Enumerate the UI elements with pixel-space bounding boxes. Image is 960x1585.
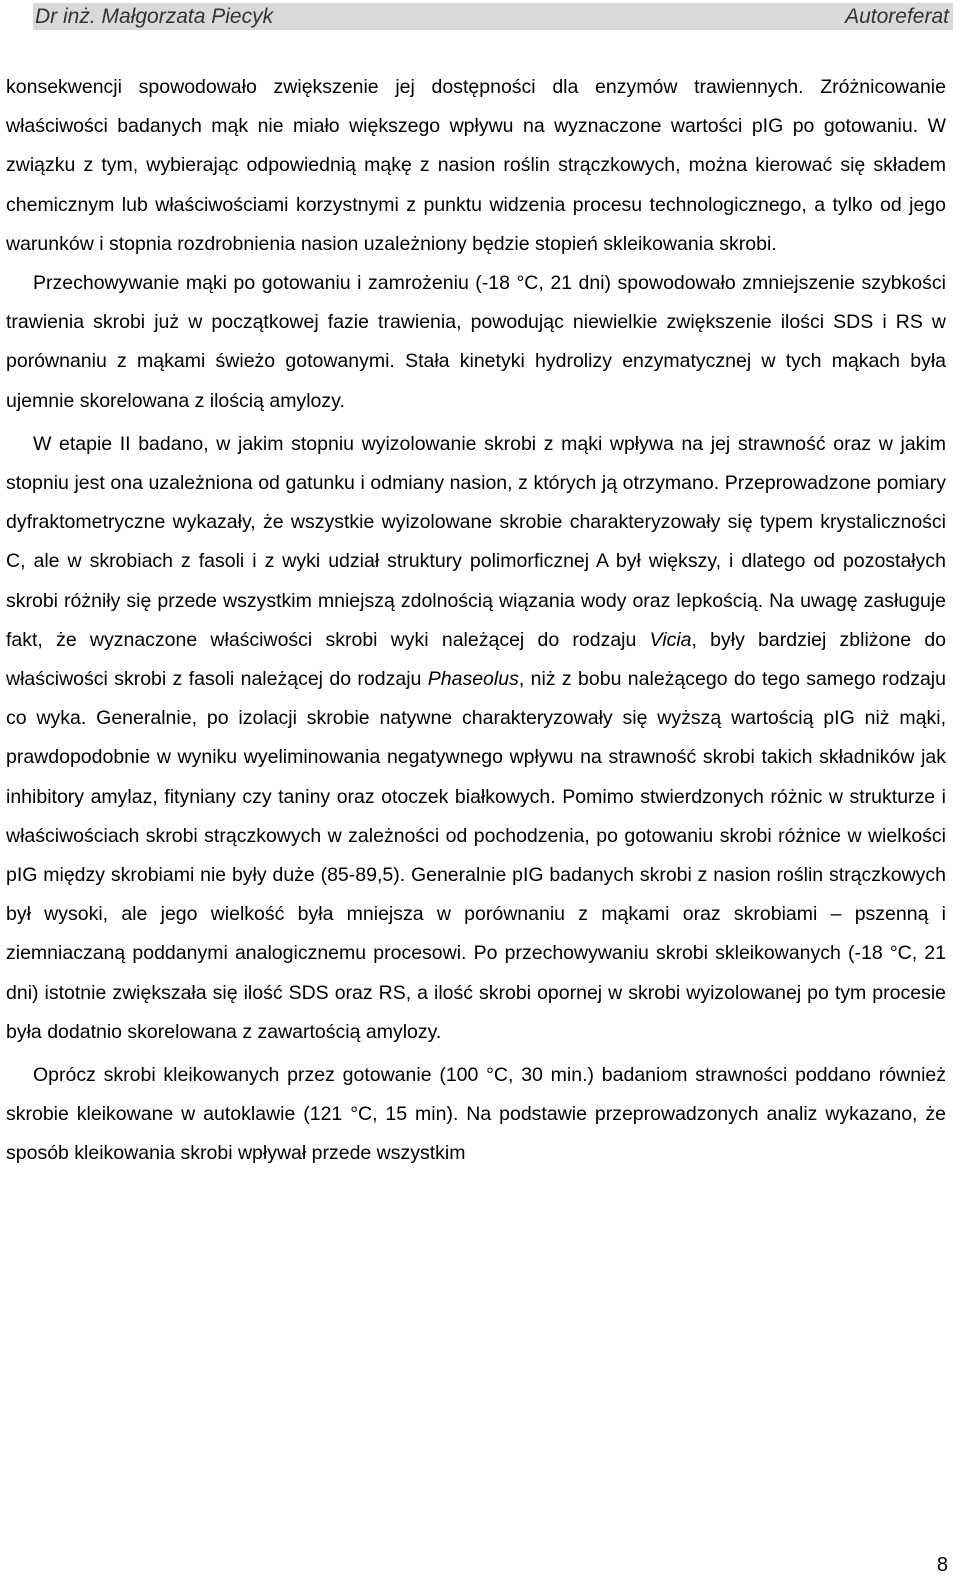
paragraph-3 (6, 425, 946, 1052)
header-author: Dr inż. Małgorzata Piecyk (35, 5, 274, 28)
header-document-type: Autoreferat (845, 5, 949, 28)
paragraph-1: konsekwencji spowodowało zwiększenie jej dostępności dla enzymów trawiennych. Zróżnicowanie właściwości badanych mąk nie miało większego wpływu na wyznaczone wartości pIG po gotowaniu. W związku z tym, wybierając odpowiednią mąkę z nasion roślin strączkowych, można kierować się składem chemicznym lub właściwościami korzystnymi z punktu widzenia procesu technologicznego, a tylko od jego warunków i stopnia rozdrobnienia nasion uzależniony będzie stopień skleikowania skrobi. (6, 76, 946, 255)
genus-vicia: Vicia (649, 628, 692, 651)
paragraph-3-part-1: W etapie II badano, w jakim stopniu wyizolowanie skrobi z mąki wpływa na jej strawność oraz w jakim stopniu jest ona uzależniona od gatunku i odmiany nasion, z których ją otrzymano. Przeprowadzone pomiary dyfraktometryczne wykazały, że wszystkie wyizolowane skrobie charakteryzowały się typem krystaliczności C, ale w skrobiach z fasoli i z wyki udział struktury polimorficznej A był większy, i dlatego od pozostałych skrobi różniły się przede wszystkim mniejszą zdolnością wiązania wody oraz lepkością. Na uwagę zasługuje fakt, że wyznaczone właściwości skrobi wyki należącej do rodzaju (6, 432, 946, 651)
paragraph-3-part-3: , niż z bobu należącego do tego samego rodzaju co wyka. Generalnie, po izolacji skrobie natywne charakteryzowały się wyższą wartością pIG niż mąki, prawdopodobnie w wyniku wyeliminowania negatywnego wpływu na strawność skrobi takich składników jak inhibitory amylaz, fityniany czy taniny oraz otoczek białkowych. Pomimo stwierdzonych różnic w strukturze i właściwościach skrobi strączkowych w zależności od pochodzenia, po gotowaniu skrobi różnice w wielkości pIG między skrobiami nie były duże (85-89,5). Generalnie pIG badanych skrobi z nasion roślin strączkowych był wysoki, ale jego wielkość była mniejsza w porównaniu z mąkami oraz skrobiami – pszenną i ziemniaczaną poddanymi analogicznemu procesowi. Po przechowywaniu skrobi skleikowanych (-18 °C, 21 dni) istotnie zwiększała się ilość SDS oraz RS, a ilość skrobi opornej w skrobi wyizolowanej po tym procesie była dodatnio skorelowana z zawartością amylozy. (6, 668, 946, 1043)
paragraph-2: Przechowywanie mąki po gotowaniu i zamrożeniu (-18 °C, 21 dni) spowodowało zmniejszenie szybkości trawienia skrobi już w początkowej fazie trawienia, powodując niewielkie zwiększenie ilości SDS i RS w porównaniu z mąkami świeżo gotowanymi. Stała kinetyki hydrolizy enzymatycznej w tych mąkach była ujemnie skorelowana z ilością amylozy. (6, 272, 946, 412)
paragraph-4: Oprócz skrobi kleikowanych przez gotowanie (100 °C, 30 min.) badaniom strawności poddano również skrobie kleikowane w autoklawie (121 °C, 15 min). Na podstawie przeprowadzonych analiz wykazano, że sposób kleikowania skrobi wpływał przede wszystkim (6, 1064, 946, 1165)
running-header (33, 3, 953, 30)
paragraph-3-part-2: , były bardziej zbliżone do właściwości skrobi z fasoli należącej do rodzaju (6, 628, 947, 691)
page-number: 8 (936, 1554, 948, 1576)
genus-phaseolus: Phaseolus (427, 668, 519, 691)
body-text (6, 68, 946, 1174)
